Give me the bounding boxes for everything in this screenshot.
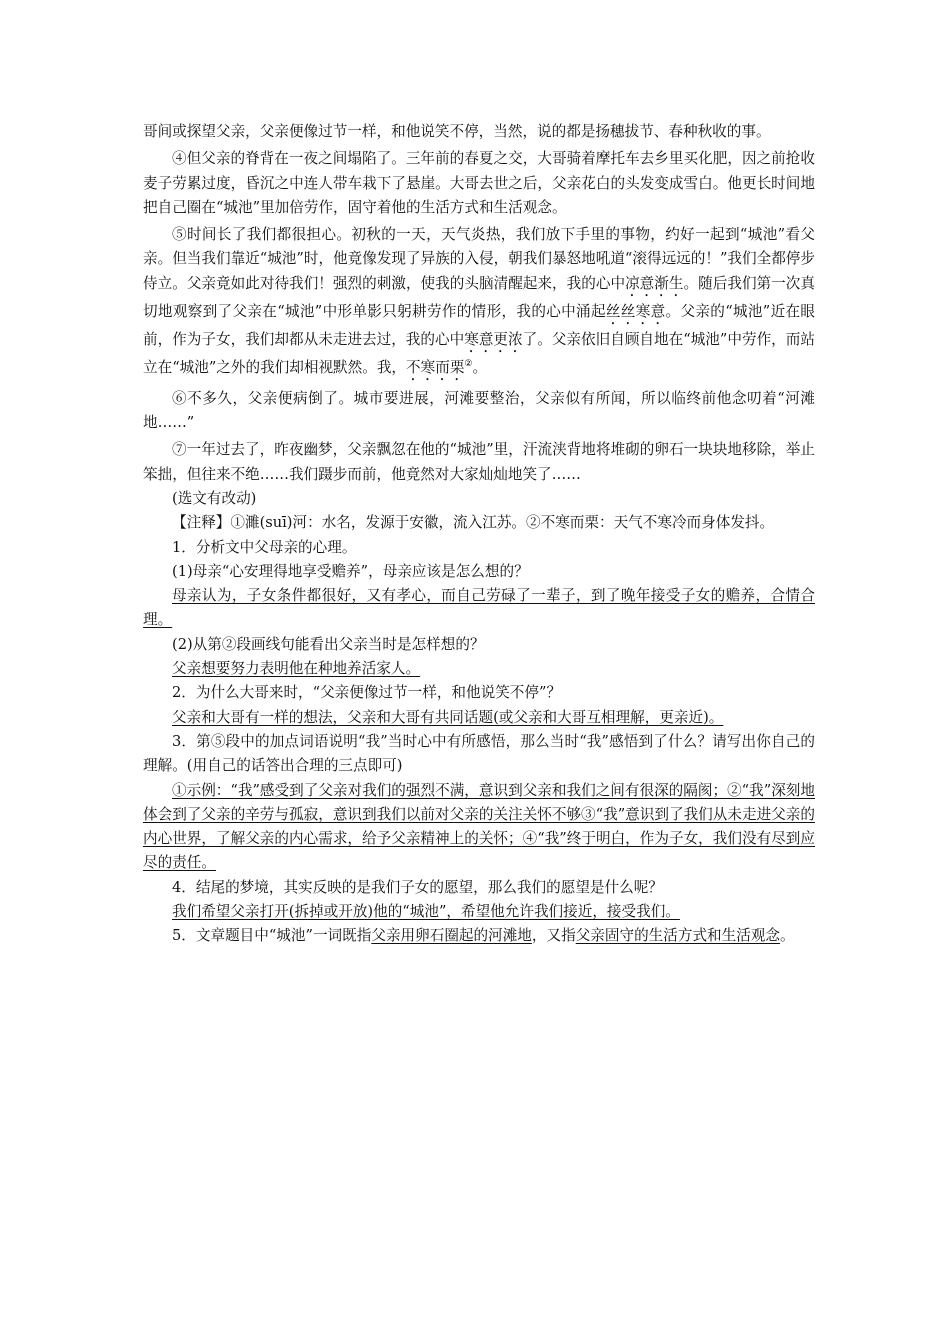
- question-5-text-2: ，又指: [531, 927, 576, 945]
- question-4: 4．结尾的梦境，其实反映的是我们子女的愿望，那么我们的愿望是什么呢？: [172, 878, 663, 896]
- dotted-phrase-4: 不寒而栗: [406, 358, 465, 376]
- dotted-phrase-1: 凉意渐生: [625, 274, 684, 292]
- answer-2: [143, 706, 815, 730]
- answer-4-text: 我们希望父亲打开(拆掉或开放)他的“城池”，希望他允许我们接近，接受我们。: [172, 903, 680, 921]
- paragraph-4: ④但父亲的脊背在一夜之间塌陷了。三年前的春夏之交，大哥骑着摩托车去乡里买化肥，因之前抢收麦子劳累过度，昏沉之中连人带车栽下了悬崖。大哥去世之后，父亲花白的头发变成雪白。他更长时间地把自己圈在“城池”里加倍劳作，固守着他的生活方式和生活观念。: [143, 150, 815, 216]
- paragraph-5: [143, 223, 815, 384]
- answer-1-part-1-text: 母亲认为，子女条件都很好，又有孝心，而自己劳碌了一辈子，到了晚年接受子女的赡养，合情合理。: [143, 587, 815, 629]
- question-2: 2．为什么大哥来时，“父亲便像过节一样，和他说笑不停”？: [172, 684, 562, 702]
- answer-1-part-1: [143, 584, 815, 633]
- paragraph-6: ⑥不多久，父亲便病倒了。城市要进展，河滩要整治，父亲似有所闻，所以临终前他念叨着“河滩地……”: [143, 389, 815, 432]
- paragraph-5-text-5: 。: [472, 358, 488, 376]
- paragraph-7: ⑦一年过去了，昨夜幽梦，父亲飘忽在他的“城池”里，汗流浃背地将堆砌的卵石一块块地移除，举止笨拙，但往来不绝……我们蹑步而前，他竟然对大家灿灿地笑了……: [143, 441, 815, 483]
- question-1-part-2: (2)从第②段画线句能看出父亲当时是怎样想的？: [172, 635, 485, 653]
- question-5-text-1: 5．文章题目中“城池”一词既指: [172, 927, 372, 945]
- source-note: (选文有改动): [172, 489, 257, 507]
- question-1-part-1: (1)母亲“心安理得地享受赡养”，母亲应该是怎么想的？: [172, 562, 529, 580]
- question-5: [143, 924, 815, 948]
- paragraph-5-text-4: 了。父亲依旧自顾自地在“城池”中劳作，而站立在“城池”之外的我们却相视默然。我，: [143, 330, 815, 376]
- dotted-phrase-2: 丝丝寒意: [605, 302, 666, 320]
- answer-1-part-2: [143, 657, 815, 681]
- paragraph-5-text-3: 。父亲的“城池”近在眼前，作为子女，我们却都从未走进去过，我的心中: [143, 302, 815, 348]
- answer-3-text: ①示例：“我”感受到了父亲对我们的强烈不满，意识到父亲和我们之间有很深的隔阂；②“我”深刻地体会到了父亲的辛劳与孤寂，意识到我们以前对父亲的关注关怀不够③“我”意识到了我们从未走进父亲的内心世界，了解父亲的内心需求，给予父亲精神上的关怀；④“我”终于明白，作为子女，我们没有尽到应尽的责任。: [143, 781, 815, 872]
- question-5-text-3: 。: [780, 927, 795, 945]
- dotted-phrase-3: 寒意更浓: [464, 330, 523, 348]
- document-content: [143, 120, 815, 949]
- annotation-note: 【注释】①濉(suī)河：水名，发源于安徽，流入江苏。②不寒而栗：天气不寒冷而身体发抖。: [172, 514, 775, 532]
- answer-3: [143, 779, 815, 876]
- paragraph-intro: 哥间或探望父亲，父亲便像过节一样，和他说笑不停，当然，说的都是扬穗拔节、春种秋收的事。: [143, 123, 771, 140]
- answer-5-blank-1: 父亲用卵石圈起的河滩地: [371, 927, 532, 945]
- question-1: 1．分析文中父母亲的心理。: [172, 538, 357, 556]
- footnote-marker: ②: [464, 358, 473, 369]
- answer-4: [143, 900, 815, 924]
- paragraph-5-text-2: 。随后我们第一次真切地观察到了父亲在“城池”中形单影只躬耕劳作的情形，我的心中涌起: [143, 274, 815, 320]
- answer-5-blank-2: 父亲固守的生活方式和生活观念: [575, 927, 781, 945]
- paragraph-5-text-1: ⑤时间长了我们都很担心。初秋的一天，天气炎热，我们放下手里的事物，约好一起到“城池”看父亲。但当我们靠近“城池”时，他竟像发现了异族的入侵，朝我们暴怒地吼道“滚得远远的！”我们全都停步侍立。父亲竟如此对待我们！强烈的刺激，使我的头脑清醒起来，我的心中: [143, 226, 815, 292]
- question-3: 3．第⑤段中的加点词语说明“我”当时心中有所感悟，那么当时“我”感悟到了什么？请写出你自己的理解。(用自己的话答出合理的三点即可): [143, 732, 815, 775]
- answer-1-part-2-text: 父亲想要努力表明他在种地养活家人。: [172, 660, 421, 678]
- answer-2-text: 父亲和大哥有一样的想法，父亲和大哥有共同话题(或父亲和大哥互相理解，更亲近)。: [172, 708, 724, 726]
